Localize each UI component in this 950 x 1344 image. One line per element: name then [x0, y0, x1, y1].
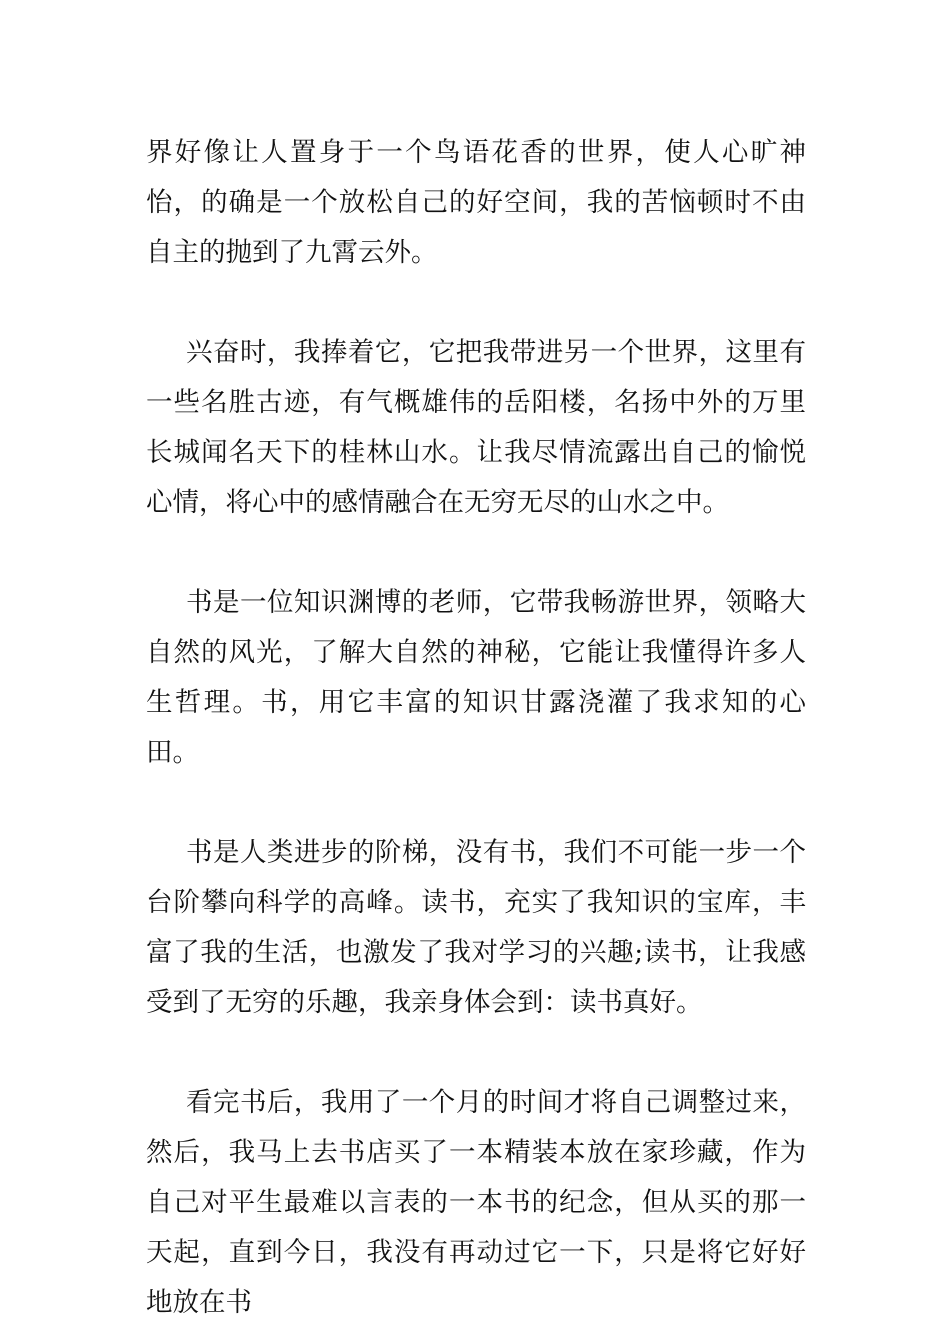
document-page	[146, 128, 806, 1328]
paragraph-4: 书是人类进步的阶梯，没有书，我们不可能一步一个台阶攀向科学的高峰。读书，充实了我知识的宝库，丰富了我的生活，也激发了我对学习的兴趣;读书，让我感受到了无穷的乐趣，我亲身体会到：读书真好。	[146, 837, 806, 1018]
paragraph-5: 看完书后，我用了一个月的时间才将自己调整过来，然后，我马上去书店买了一本精装本放在家珍藏，作为自己对平生最难以言表的一本书的纪念，但从买的那一天起，直到今日，我没有再动过它一下，只是将它好好地放在书	[146, 1087, 806, 1318]
paragraph-1: 界好像让人置身于一个鸟语花香的世界，使人心旷神怡，的确是一个放松自己的好空间，我的苦恼顿时不由自主的抛到了九霄云外。	[146, 137, 806, 268]
paragraph-3: 书是一位知识渊博的老师，它带我畅游世界，领略大自然的风光，了解大自然的神秘，它能让我懂得许多人生哲理。书，用它丰富的知识甘露浇灌了我求知的心田。	[146, 587, 806, 768]
paragraph-2: 兴奋时，我捧着它，它把我带进另一个世界，这里有一些名胜古迹，有气概雄伟的岳阳楼，名扬中外的万里长城闻名天下的桂林山水。让我尽情流露出自己的愉悦心情，将心中的感情融合在无穷无尽的山水之中。	[146, 337, 806, 518]
